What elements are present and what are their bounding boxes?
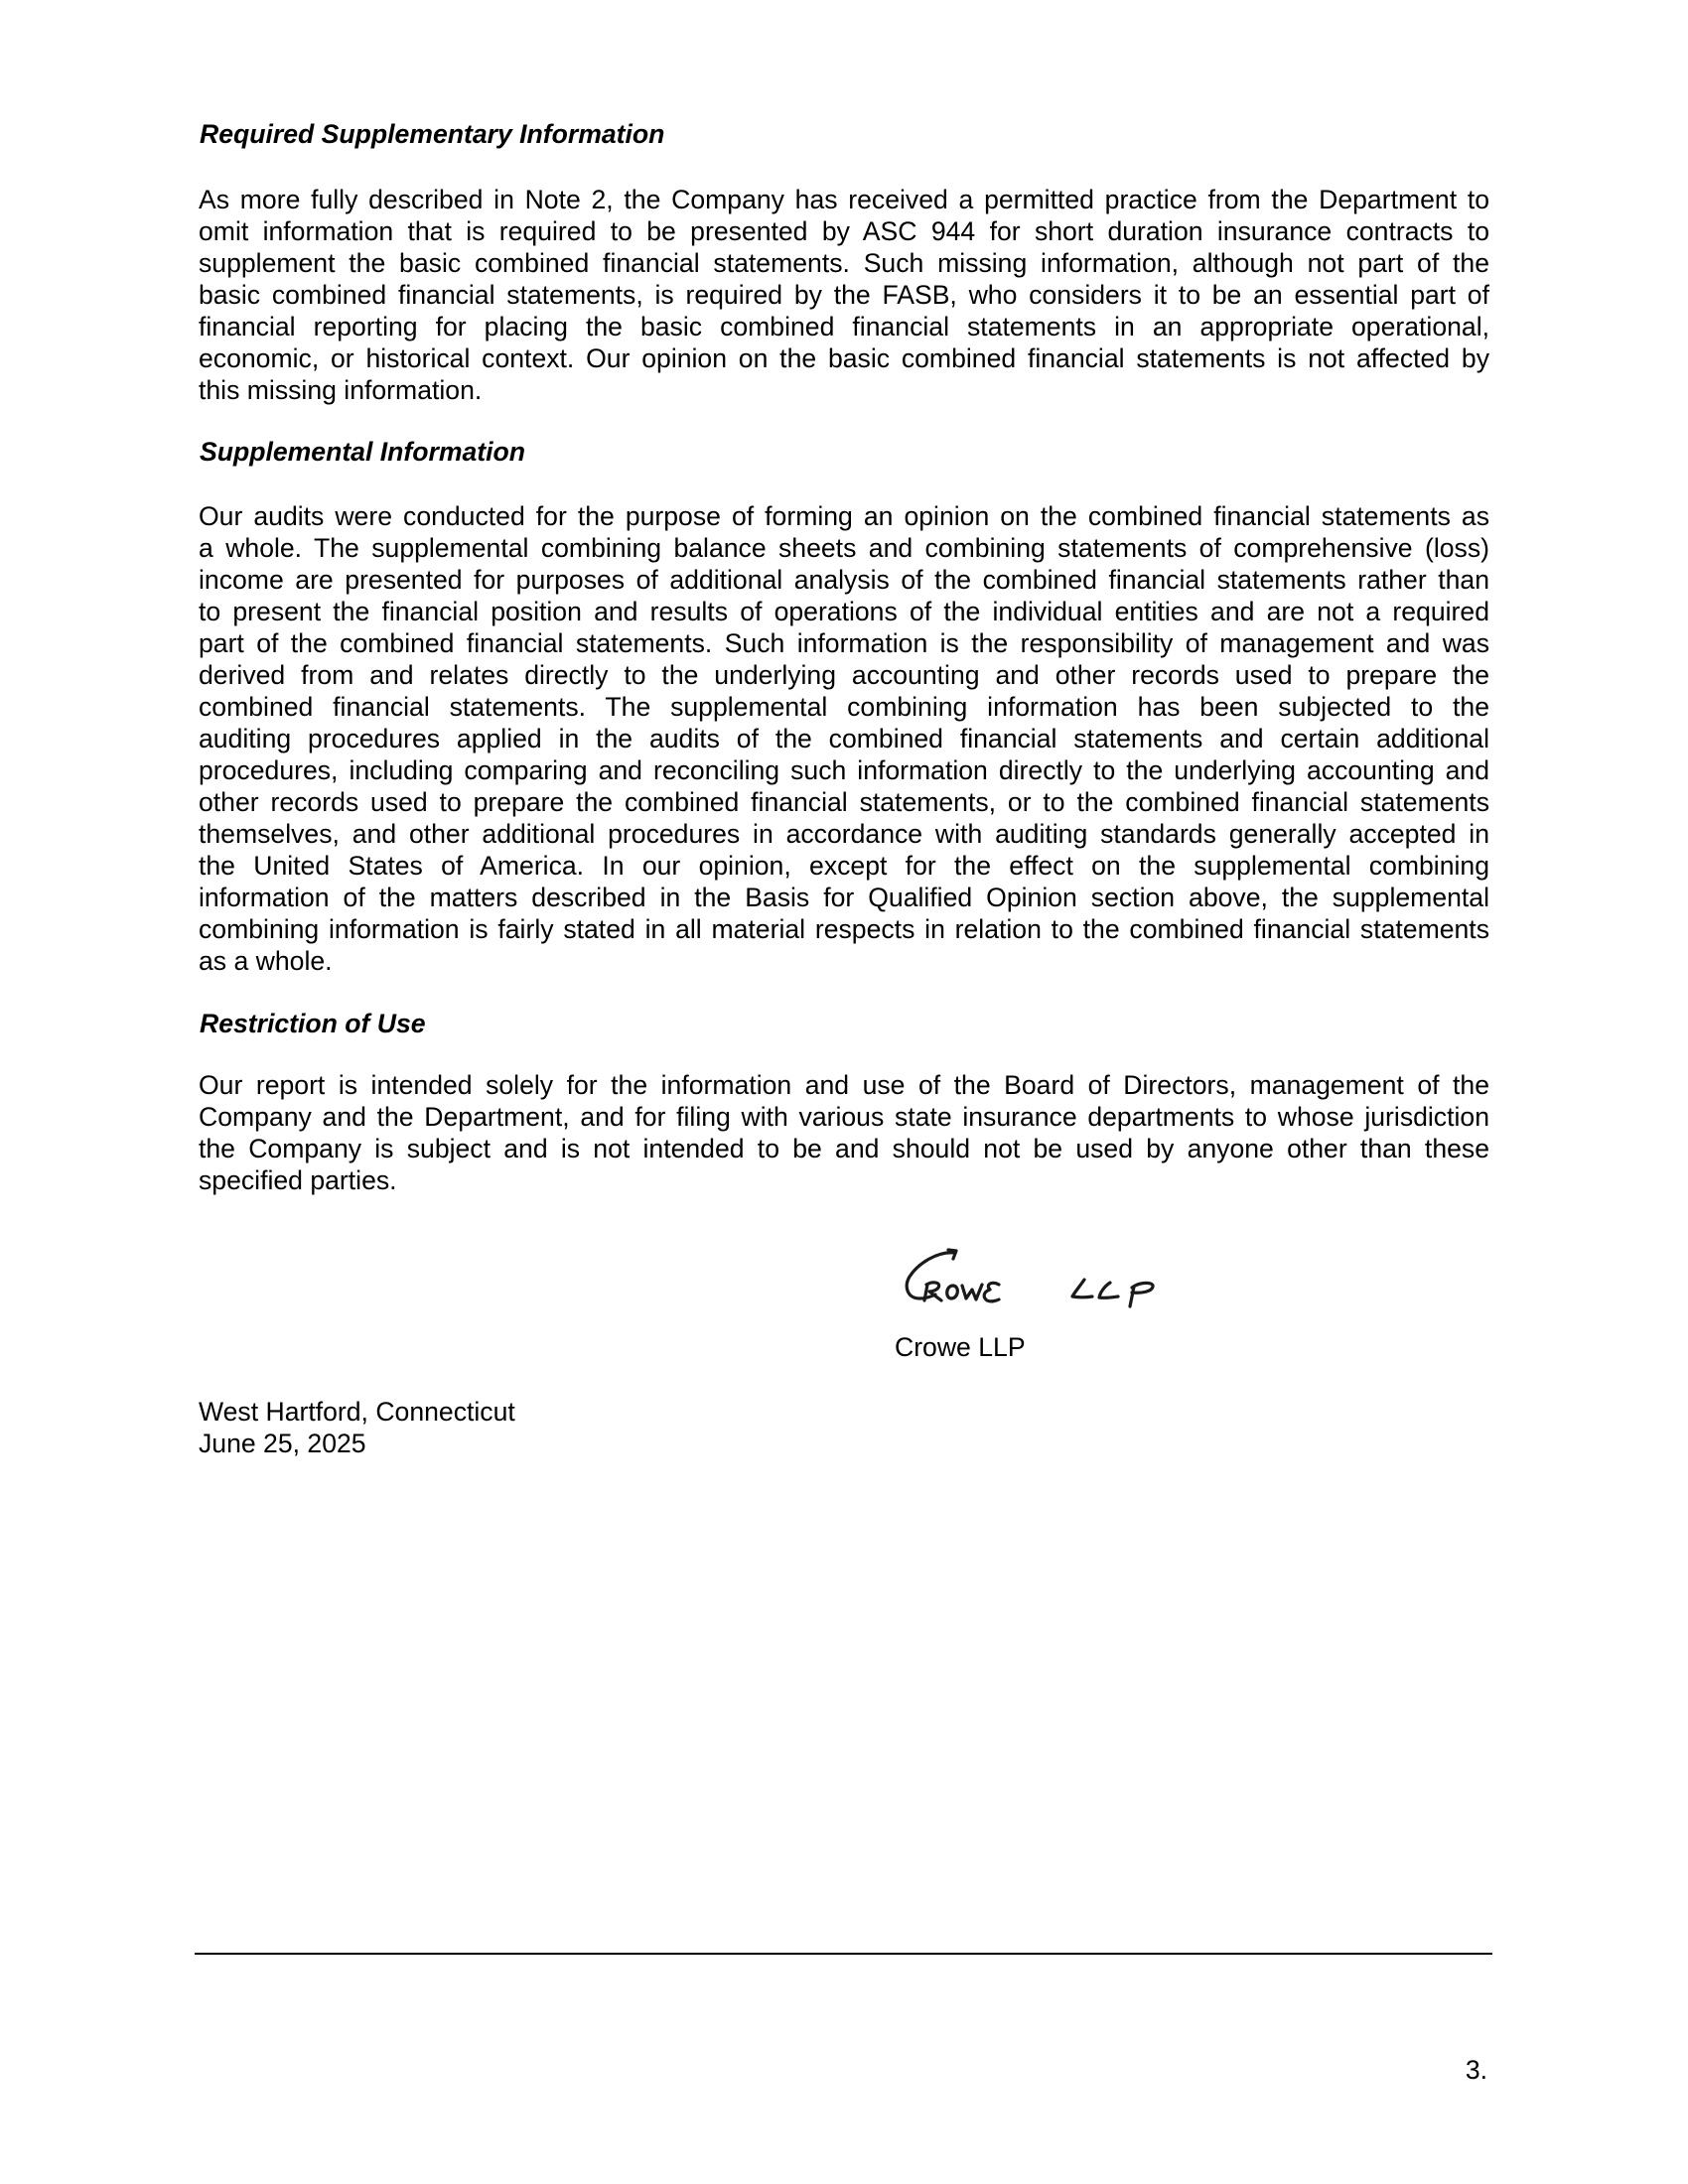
paragraph-line: Company and the Department, and for filing with various state insurance departments to whose jurisdiction: [199, 1102, 1489, 1132]
handwritten-signature: [894, 1241, 1172, 1320]
paragraph-line: to present the financial position and results of operations of the individual entities and are not a required: [199, 597, 1489, 626]
paragraph-line: income are presented for purposes of additional analysis of the combined financial statements rather than: [199, 565, 1489, 595]
paragraph-line: combined financial statements. The supplemental combining information has been subjected to the: [199, 692, 1489, 722]
firm-name: Crowe LLP: [895, 1332, 1026, 1362]
paragraph-line: combining information is fairly stated in all material respects in relation to the combined financial statements: [199, 914, 1489, 944]
paragraph-line: supplement the basic combined financial statements. Such missing information, although not part of the: [199, 248, 1489, 278]
paragraph-restriction-of-use: [199, 1069, 1489, 1196]
paragraph-line: As more fully described in Note 2, the Company has received a permitted practice from the Department to: [199, 185, 1489, 214]
page-number: 3.: [1465, 2055, 1487, 2085]
paragraph-line: basic combined financial statements, is required by the FASB, who considers it to be an essential part of: [199, 280, 1489, 310]
paragraph-line: this missing information.: [199, 375, 483, 405]
report-date: June 25, 2025: [199, 1429, 366, 1458]
section-heading-required-supplementary-information: Required Supplementary Information: [200, 119, 665, 149]
paragraph-line: the United States of America. In our opinion, except for the effect on the supplemental combining: [199, 851, 1489, 881]
paragraph-line: information of the matters described in the Basis for Qualified Opinion section above, the supplemental: [199, 883, 1489, 912]
footer-divider: [195, 1953, 1492, 1955]
paragraph-line: Our audits were conducted for the purpose of forming an opinion on the combined financial statements as: [199, 501, 1489, 531]
paragraph-line: auditing procedures applied in the audits of the combined financial statements and certain additional: [199, 724, 1489, 753]
paragraph-line: the Company is subject and is not intended to be and should not be used by anyone other than these: [199, 1134, 1489, 1163]
section-heading-restriction-of-use: Restriction of Use: [200, 1009, 426, 1038]
paragraph-line: as a whole.: [199, 946, 333, 976]
paragraph-line: Our report is intended solely for the information and use of the Board of Directors, management of the: [199, 1070, 1489, 1100]
paragraph-line: a whole. The supplemental combining balance sheets and combining statements of comprehensive (loss): [199, 533, 1489, 563]
signature-strokes: [907, 1250, 1153, 1306]
paragraph-line: specified parties.: [199, 1165, 397, 1195]
report-location: West Hartford, Connecticut: [199, 1397, 515, 1427]
section-heading-supplemental-information: Supplemental Information: [200, 437, 526, 467]
paragraph-line: other records used to prepare the combined financial statements, or to the combined financial statements: [199, 787, 1489, 817]
paragraph-supplemental-information: [199, 500, 1489, 977]
paragraph-required-supplementary-information: [199, 184, 1489, 406]
paragraph-line: procedures, including comparing and reconciling such information directly to the underlying accounting and: [199, 755, 1489, 785]
paragraph-line: omit information that is required to be presented by ASC 944 for short duration insurance contracts to: [199, 216, 1489, 246]
paragraph-line: part of the combined financial statements. Such information is the responsibility of management and was: [199, 628, 1489, 658]
paragraph-line: economic, or historical context. Our opinion on the basic combined financial statements is not affected by: [199, 343, 1489, 373]
paragraph-line: financial reporting for placing the basic combined financial statements in an appropriate operational,: [199, 312, 1489, 341]
paragraph-line: derived from and relates directly to the underlying accounting and other records used to prepare the: [199, 660, 1489, 690]
paragraph-line: themselves, and other additional procedures in accordance with auditing standards generally accepted in: [199, 819, 1489, 849]
